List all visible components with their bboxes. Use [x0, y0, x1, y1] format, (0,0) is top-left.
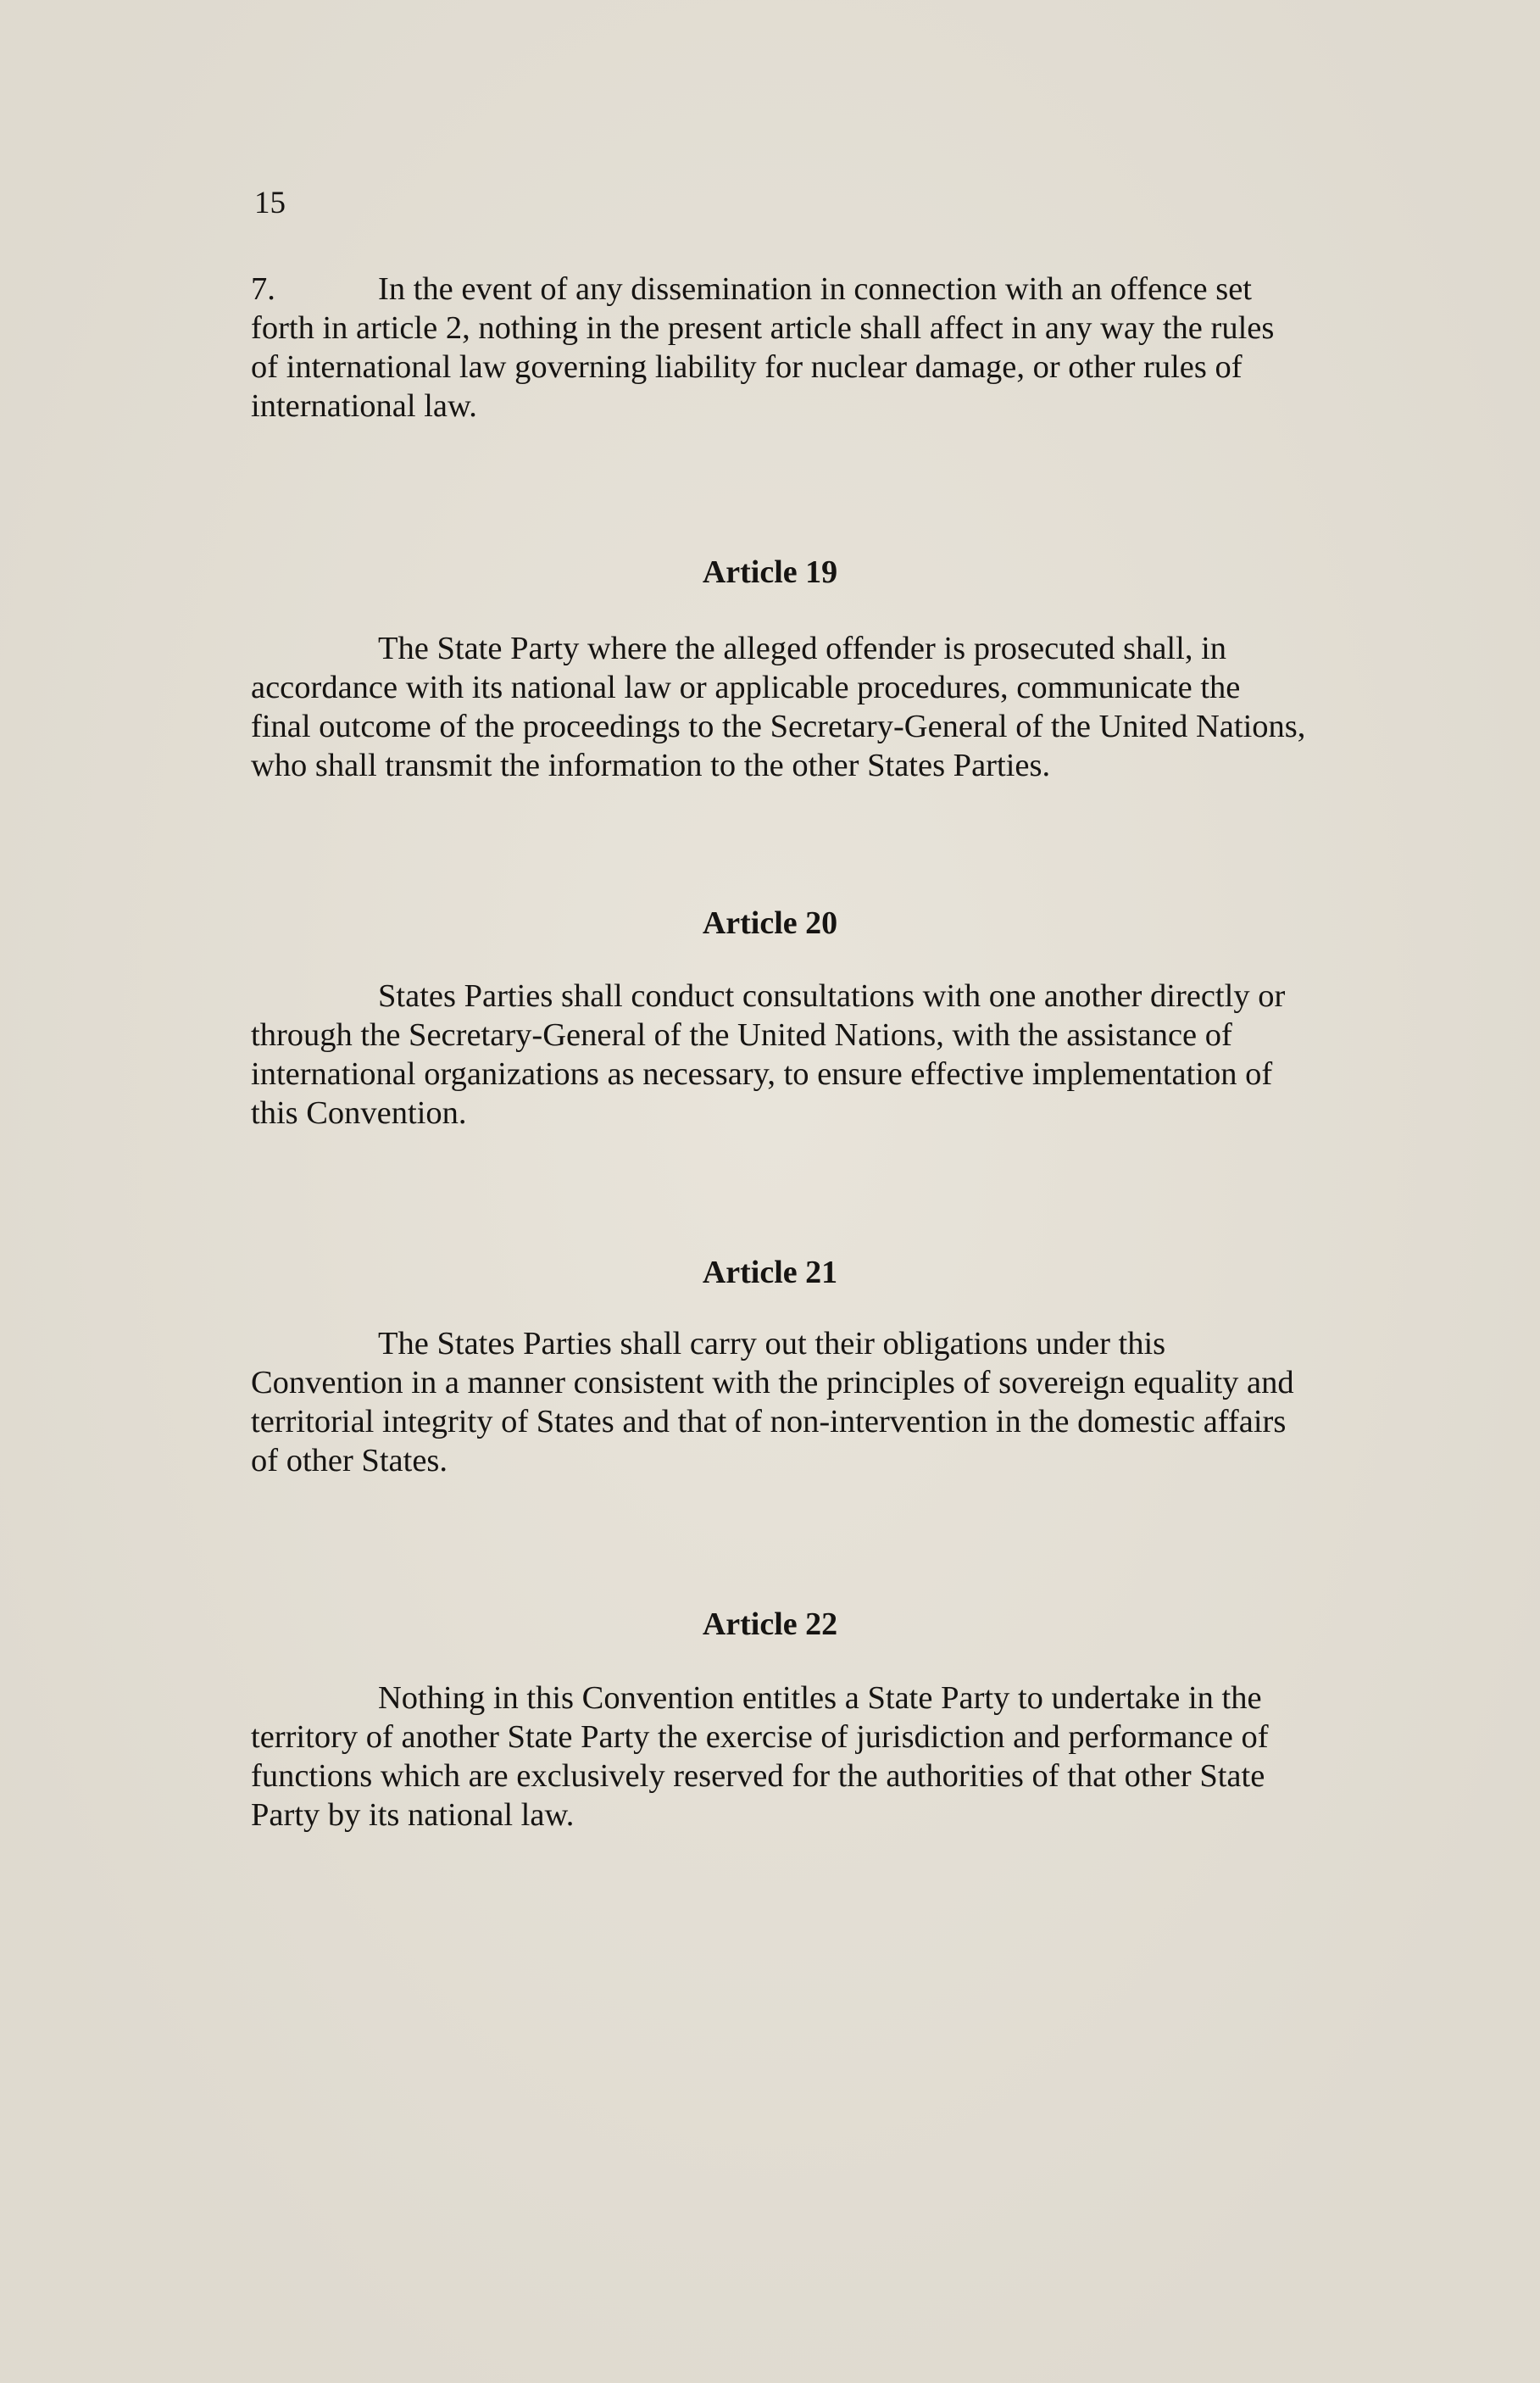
paragraph-line: 7. In the event of any dissemination in connection with an offence set	[251, 271, 1253, 307]
paragraph-line: this Convention.	[251, 1095, 467, 1131]
article-22-body	[251, 1679, 1370, 1835]
paragraph-line: international law.	[251, 388, 477, 424]
paragraph-line: final outcome of the proceedings to the Secretary-General of the United Nations,	[251, 709, 1306, 744]
paragraph-7	[251, 270, 1370, 426]
paragraph-number: 7.	[251, 271, 275, 307]
paragraph-line: functions which are exclusively reserved for the authorities of that other State	[251, 1758, 1265, 1794]
article-heading: Article 19	[702, 554, 838, 590]
paragraph-line: States Parties shall conduct consultations with one another directly or	[378, 978, 1286, 1014]
paragraph-line: territory of another State Party the exercise of jurisdiction and performance of	[251, 1719, 1269, 1755]
paragraph-line: Convention in a manner consistent with the principles of sovereign equality and	[251, 1365, 1294, 1400]
paragraph-line: accordance with its national law or applicable procedures, communicate the	[251, 670, 1241, 705]
paragraph-line: The States Parties shall carry out their obligations under this	[378, 1326, 1166, 1361]
paragraph-line: forth in article 2, nothing in the present article shall affect in any way the rules	[251, 310, 1275, 346]
paragraph-line: of other States.	[251, 1443, 448, 1478]
paragraph-line: through the Secretary-General of the United Nations, with the assistance of	[251, 1017, 1232, 1053]
article-20-body	[251, 977, 1370, 1133]
paragraph-line: of international law governing liability for nuclear damage, or other rules of	[251, 349, 1243, 385]
article-heading: Article 20	[702, 905, 838, 941]
paragraph-line: Party by its national law.	[251, 1797, 575, 1833]
paragraph-line: who shall transmit the information to the other States Parties.	[251, 748, 1051, 783]
paragraph-line: Nothing in this Convention entitles a State Party to undertake in the	[378, 1680, 1262, 1716]
paragraph-line: international organizations as necessary, to ensure effective implementation of	[251, 1056, 1273, 1092]
article-19-body	[251, 629, 1370, 785]
paragraph-line: The State Party where the alleged offender is prosecuted shall, in	[378, 631, 1227, 666]
article-heading: Article 22	[702, 1606, 838, 1642]
page-number: 15	[254, 186, 286, 220]
article-heading: Article 21	[702, 1255, 838, 1290]
article-21-body	[251, 1324, 1370, 1480]
paragraph-line: territorial integrity of States and that of non-intervention in the domestic affairs	[251, 1404, 1287, 1439]
